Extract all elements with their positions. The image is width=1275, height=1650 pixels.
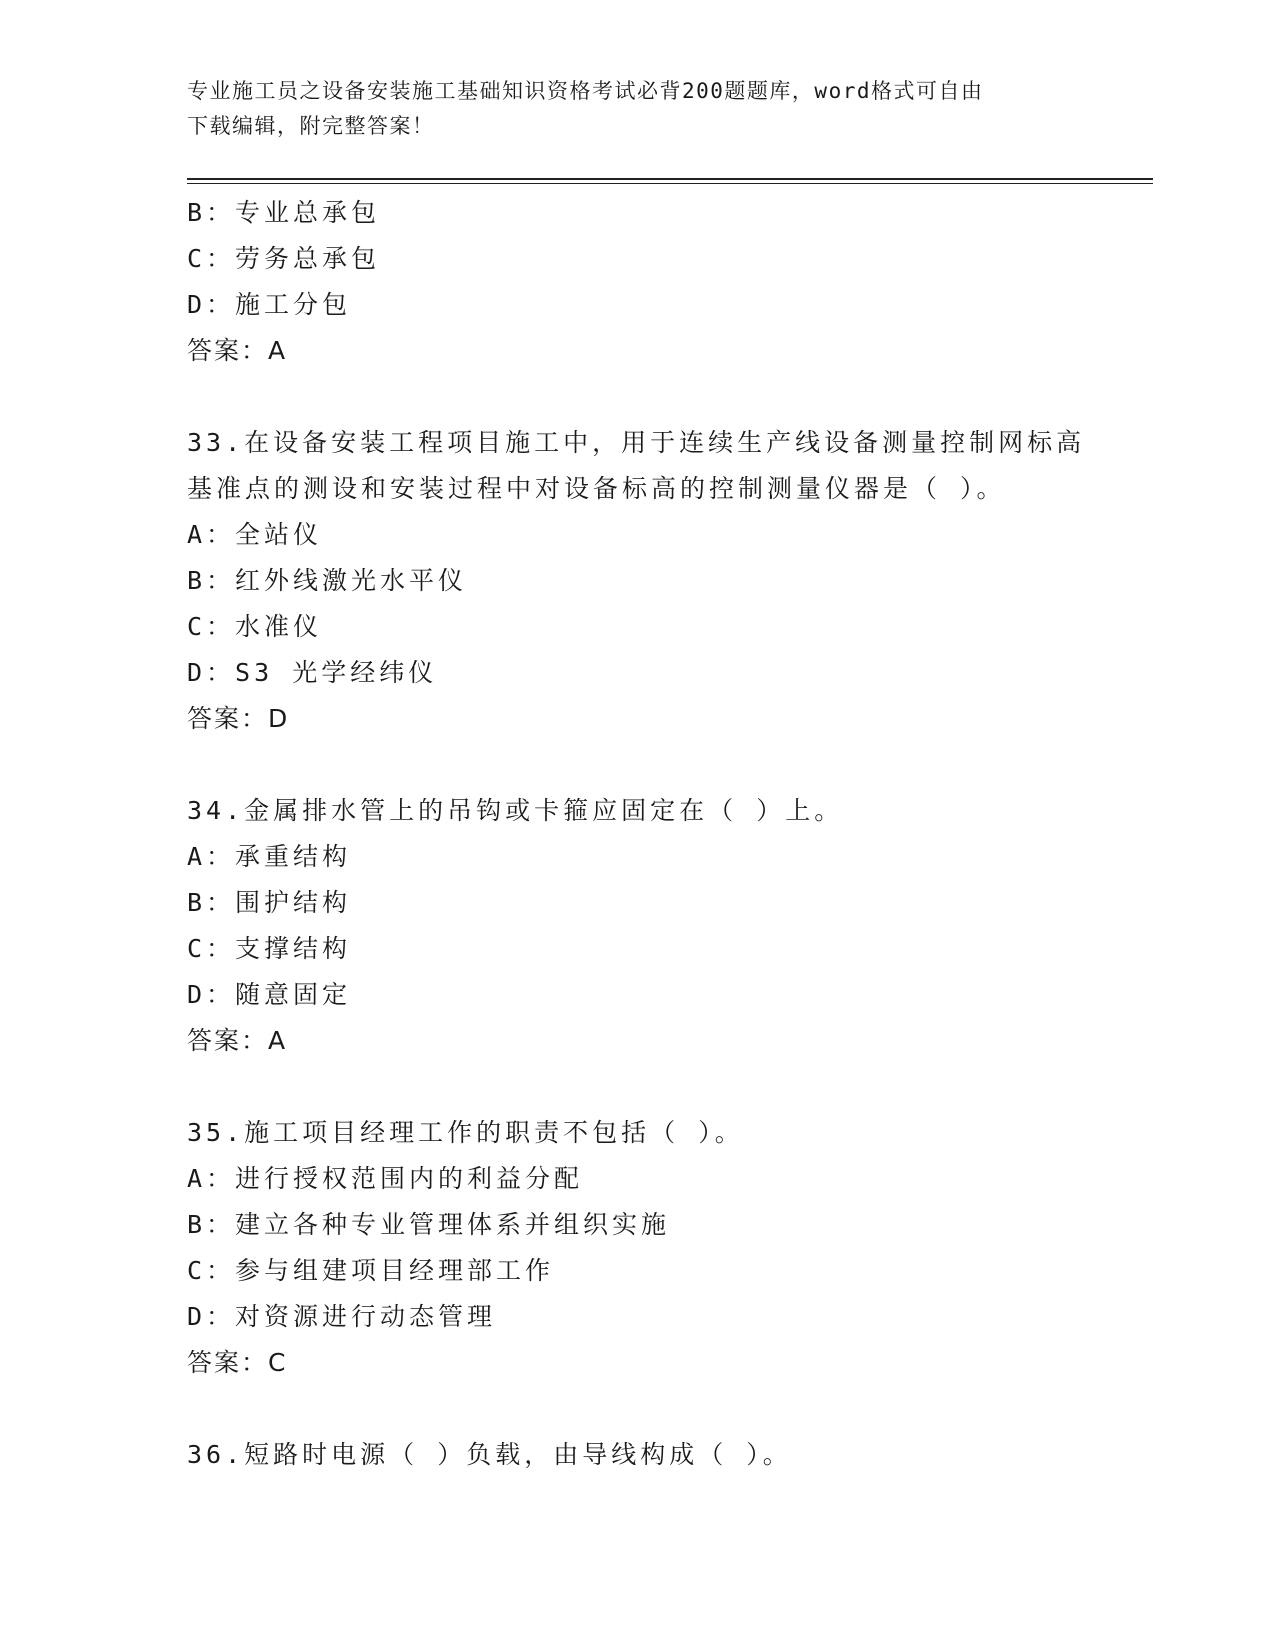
header-divider-thick — [187, 178, 1153, 180]
question-block-34 — [187, 788, 1107, 1064]
option-b: B：建立各种专业管理体系并组织实施 — [187, 1210, 671, 1239]
option-c: C：劳务总承包 — [187, 244, 381, 273]
option-d: D：施工分包 — [187, 290, 352, 319]
question-stem: 34.金属排水管上的吊钩或卡箍应固定在（ ）上。 — [187, 796, 844, 825]
option-b: B：围护结构 — [187, 888, 352, 917]
option-a: A：全站仪 — [187, 520, 323, 549]
answer-line: 答案：A — [187, 336, 288, 365]
question-block-36 — [187, 1432, 1107, 1478]
option-d: D：随意固定 — [187, 980, 352, 1009]
spacer — [187, 1386, 1107, 1432]
header-divider-thin — [187, 183, 1153, 184]
option-b: B：红外线激光水平仪 — [187, 566, 468, 595]
question-block-32 — [187, 190, 1107, 374]
header-line-2: 下载编辑，附完整答案！ — [187, 114, 435, 138]
option-b: B：专业总承包 — [187, 198, 381, 227]
option-c: C：参与组建项目经理部工作 — [187, 1256, 555, 1285]
spacer — [187, 742, 1107, 788]
question-stem: 35.施工项目经理工作的职责不包括（ ）。 — [187, 1118, 744, 1147]
answer-line: 答案：C — [187, 1348, 288, 1377]
header-line-1: 专业施工员之设备安装施工基础知识资格考试必背200题题库，word格式可自由 — [187, 79, 984, 103]
document-header — [187, 74, 1087, 144]
question-stem: 36.短路时电源（ ）负载，由导线构成（ ）。 — [187, 1440, 792, 1469]
question-block-35 — [187, 1110, 1107, 1386]
option-a: A：进行授权范围内的利益分配 — [187, 1164, 584, 1193]
answer-line: 答案：D — [187, 704, 290, 733]
question-stem: 基准点的测设和安装过程中对设备标高的控制测量仪器是（ ）。 — [187, 474, 1006, 503]
answer-line: 答案：A — [187, 1026, 288, 1055]
option-d: D：S3 光学经纬仪 — [187, 658, 438, 687]
spacer — [187, 1064, 1107, 1110]
spacer — [187, 374, 1107, 420]
question-block-33 — [187, 420, 1107, 742]
option-d: D：对资源进行动态管理 — [187, 1302, 497, 1331]
option-c: C：支撑结构 — [187, 934, 352, 963]
question-stem: 33.在设备安装工程项目施工中，用于连续生产线设备测量控制网标高 — [187, 428, 1086, 457]
option-a: A：承重结构 — [187, 842, 352, 871]
question-list — [187, 190, 1107, 1478]
option-c: C：水准仪 — [187, 612, 323, 641]
